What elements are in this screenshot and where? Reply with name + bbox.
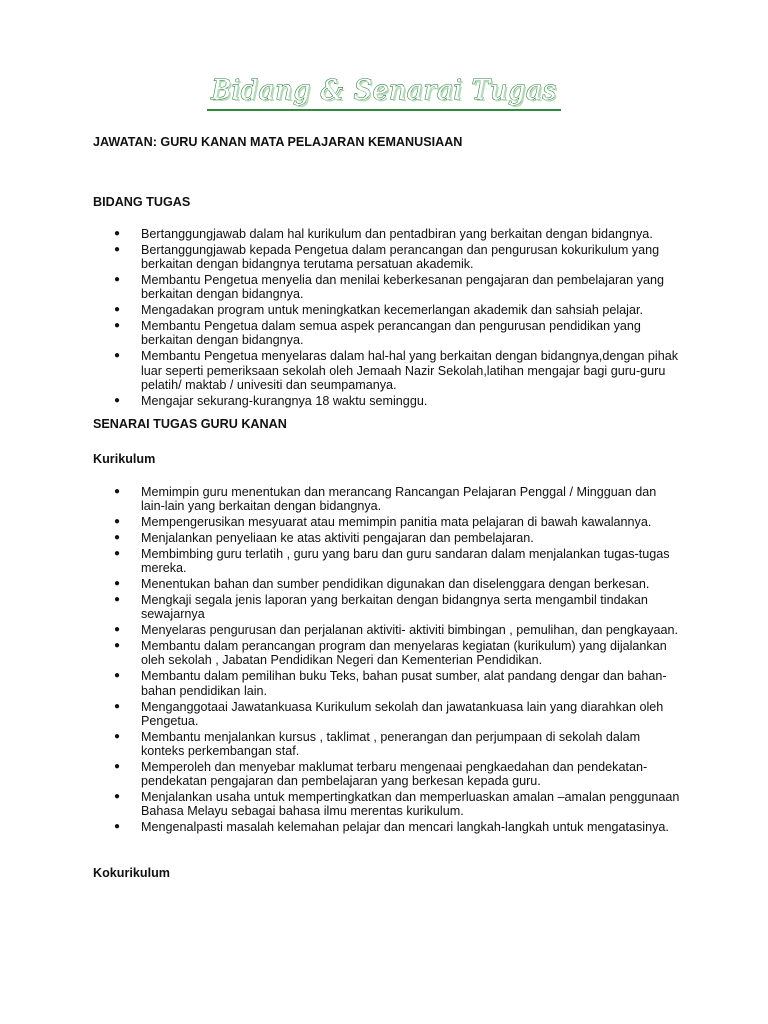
list-item: [112, 760, 682, 789]
bullet-icon: ●: [114, 304, 121, 316]
list-item-text: Bertanggungjawab dalam hal kurikulum dan pentadbiran yang berkaitan dengan bidangnya.: [141, 227, 653, 241]
list-item-text: Membantu Pengetua menyelia dan menilai keberkesanan pengajaran dan pembelajaran yang berkaitan dengan bidangnya.: [141, 273, 664, 302]
list-item-text: Membantu Pengetua dalam semua aspek perancangan dan pengurusan pendidikan yang berkaitan dengan bidangnya.: [141, 319, 641, 348]
list-item: [112, 700, 682, 729]
bullet-icon: ●: [114, 670, 121, 682]
list-item: [112, 394, 682, 408]
list-item-text: Menjalankan usaha untuk mempertingkatkan dan memperluaskan amalan –amalan penggunaan Bahasa Melayu sebagai bahasa ilmu merentas kurikulum.: [141, 790, 680, 819]
list-item-text: Menjalankan penyeliaan ke atas aktiviti pengajaran dan pembelajaran.: [141, 531, 534, 546]
bullet-icon: ●: [114, 594, 121, 606]
bullet-icon: ●: [114, 532, 121, 544]
list-item-text: Mengadakan program untuk meningkatkan kecemerlangan akademik dan sahsiah pelajar.: [141, 303, 643, 318]
list-item-text: Memimpin guru menentukan dan merancang Rancangan Pelajaran Penggal / Mingguan dan lain-lain yang berkaitan dengan bidangnya.: [141, 485, 657, 514]
list-item: [112, 303, 682, 317]
list-item: [112, 243, 682, 272]
bullet-icon: ●: [114, 760, 121, 772]
list-item-text: Menyelaras pengurusan dan perjalanan aktiviti- aktiviti bimbingan , pemulihan, dan pengkayaan.: [141, 623, 678, 638]
list-item-text: Memperoleh dan menyebar maklumat terbaru mengenaai pengkaedahan dan pendekatan-pendekatan pengajaran dan pembelajaran yang berkesan kepada guru.: [141, 759, 648, 789]
document-title: Bidang & Senarai Tugas: [207, 74, 561, 111]
list-item-text: Mempengerusikan mesyuarat atau memimpin panitia mata pelajaran di bawah kawalannya.: [141, 515, 652, 530]
list-item: [112, 319, 682, 348]
list-item-text: Membimbing guru terlatih , guru yang baru dan guru sandaran dalam menjalankan tugas-tugas mereka.: [141, 546, 670, 576]
bullet-icon: ●: [114, 791, 121, 803]
bidang-tugas-heading: BIDANG TUGAS: [93, 195, 191, 209]
bullet-icon: ●: [114, 578, 121, 590]
title-banner: [0, 74, 768, 111]
bullet-icon: ●: [114, 350, 121, 362]
list-item: [112, 669, 682, 698]
list-item-text: Membantu dalam pemilihan buku Teks, bahan pusat sumber, alat pandang dengar dan bahan-bahan pendidikan lain.: [141, 669, 667, 698]
bullet-icon: ●: [114, 243, 121, 255]
bullet-icon: ●: [114, 394, 121, 406]
bullet-icon: ●: [114, 486, 121, 497]
kurikulum-list: [112, 485, 682, 836]
list-item: [112, 639, 682, 668]
list-item-text: Menganggotaai Jawatankuasa Kurikulum sekolah dan jawatankuasa lain yang diarahkan oleh Pengetua.: [141, 699, 664, 728]
list-item-text: Mengkaji segala jenis laporan yang berkaitan dengan bidangnya serta mengambil tindakan sewajarnya: [141, 593, 648, 622]
bullet-icon: ●: [114, 274, 121, 286]
list-item: [112, 577, 682, 591]
bullet-icon: ●: [114, 700, 121, 712]
bullet-icon: ●: [114, 624, 121, 636]
list-item: [112, 227, 682, 241]
list-item: [112, 515, 682, 529]
list-item: [112, 273, 682, 302]
list-item-text: Menentukan bahan dan sumber pendidikan digunakan dan diselenggara dengan berkesan.: [141, 577, 650, 592]
list-item: [112, 531, 682, 545]
bullet-icon: ●: [114, 640, 121, 652]
list-item: [112, 623, 682, 637]
list-item: [112, 593, 682, 622]
list-item-text: Mengajar sekurang-kurangnya 18 waktu seminggu.: [141, 393, 428, 408]
list-item: [112, 485, 682, 514]
list-item-text: Membantu Pengetua menyelaras dalam hal-hal yang berkaitan dengan bidangnya,dengan pihak luar seperti pemeriksaan sekolah oleh Jemaah Nazir Sekolah,latihan mengajar bagi guru-guru pelatih/ maktab / univesiti dan seumpamanya.: [141, 349, 679, 392]
position-heading: JAWATAN: GURU KANAN MATA PELAJARAN KEMANUSIAAN: [93, 135, 463, 149]
list-item-text: Mengenalpasti masalah kelemahan pelajar dan mencari langkah-langkah untuk mengatasinya.: [141, 820, 669, 835]
senarai-tugas-heading: SENARAI TUGAS GURU KANAN: [93, 417, 287, 431]
list-item-text: Bertanggungjawab kepada Pengetua dalam perancangan dan pengurusan kokurikulum yang berkaitan dengan bidangnya terutama persatuan akademik.: [141, 242, 660, 272]
kokurikulum-heading: Kokurikulum: [93, 866, 170, 880]
bullet-icon: ●: [114, 228, 121, 239]
list-item-text: Membantu dalam perancangan program dan menyelaras kegiatan (kurikulum) yang dijalankan oleh sekolah , Jabatan Pendidikan Negeri dan Kementerian Pendidikan.: [141, 639, 667, 668]
bullet-icon: ●: [114, 821, 121, 833]
bidang-tugas-list: [112, 227, 682, 410]
list-item: [112, 730, 682, 759]
bullet-icon: ●: [114, 516, 121, 528]
list-item: [112, 820, 682, 834]
list-item: [112, 790, 682, 819]
list-item: [112, 349, 682, 392]
kurikulum-heading: Kurikulum: [93, 452, 156, 466]
list-item-text: Membantu menjalankan kursus , taklimat , penerangan dan perjumpaan di sekolah dalam konteks perkembangan staf.: [141, 729, 641, 758]
list-item: [112, 547, 682, 576]
bullet-icon: ●: [114, 730, 121, 742]
bullet-icon: ●: [114, 320, 121, 332]
bullet-icon: ●: [114, 547, 121, 559]
